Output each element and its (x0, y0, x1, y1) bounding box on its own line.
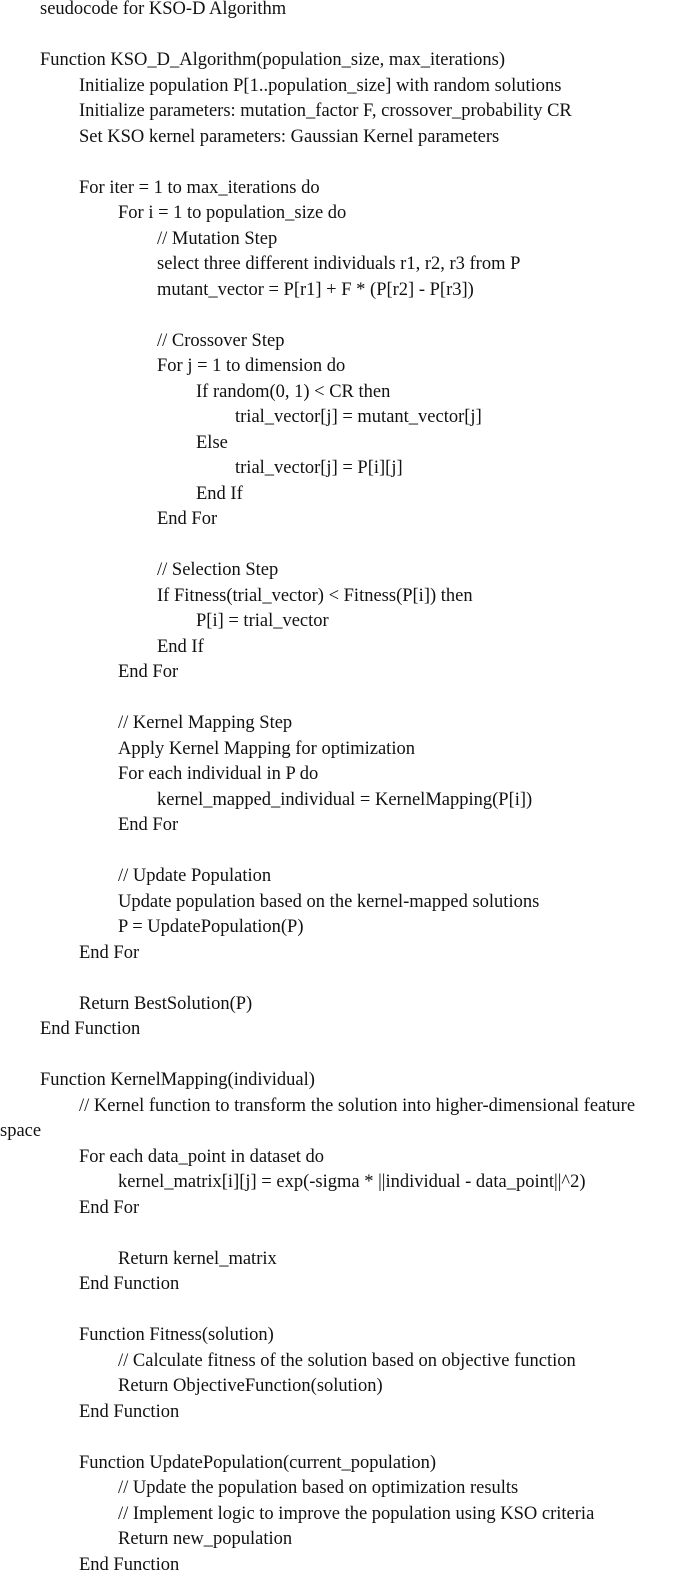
code-line: Else (196, 432, 228, 453)
code-line: End For (79, 1197, 140, 1218)
code-line: Return ObjectiveFunction(solution) (118, 1376, 383, 1396)
code-line: P[i] = trial_vector (196, 611, 329, 631)
code-line: Return BestSolution(P) (79, 993, 253, 1014)
code-line: // Update Population (118, 866, 272, 886)
code-line: Initialize population P[1..population_size] with random solutions (79, 75, 562, 96)
code-line: Function UpdatePopulation(current_population) (79, 1452, 437, 1473)
code-line: space (0, 1121, 42, 1141)
code-line: For each data_point in dataset do (79, 1146, 325, 1167)
code-line: End For (79, 942, 140, 963)
code-line: // Mutation Step (157, 228, 278, 249)
code-line: End If (157, 636, 204, 657)
code-line: // Crossover Step (157, 330, 285, 351)
code-line: End For (118, 662, 179, 682)
code-line: If Fitness(trial_vector) < Fitness(P[i]) then (157, 585, 473, 606)
code-line: End Function (79, 1401, 180, 1422)
code-line: // Selection Step (157, 560, 279, 580)
code-line: Set KSO kernel parameters: Gaussian Kernel parameters (79, 126, 500, 147)
code-line: Function KSO_D_Algorithm(population_size, max_iterations) (40, 50, 506, 70)
code-line: mutant_vector = P[r1] + F * (P[r2] - P[r3]) (157, 279, 474, 300)
code-line: For i = 1 to population_size do (118, 203, 347, 223)
code-line: // Update the population based on optimization results (118, 1478, 519, 1498)
code-line: End For (118, 815, 179, 835)
code-line: For j = 1 to dimension do (157, 356, 346, 376)
code-line: End Function (79, 1274, 180, 1294)
code-line: For iter = 1 to max_iterations do (79, 177, 320, 198)
code-line: Function KernelMapping(individual) (40, 1070, 315, 1090)
code-line: Function Fitness(solution) (79, 1325, 274, 1345)
code-line: For each individual in P do (118, 764, 319, 784)
code-line: If random(0, 1) < CR then (196, 381, 391, 402)
code-line: Return kernel_matrix (118, 1248, 277, 1269)
code-line: Return new_population (118, 1529, 293, 1549)
code-line: select three different individuals r1, r2, r3 from P (157, 254, 521, 274)
code-line: Apply Kernel Mapping for optimization (118, 738, 415, 759)
code-line: // Kernel Mapping Step (118, 713, 293, 733)
code-line: End If (196, 483, 243, 504)
code-line: Update population based on the kernel-mapped solutions (118, 891, 540, 912)
code-line: kernel_mapped_individual = KernelMapping(P[i]) (157, 789, 533, 810)
code-line: // Calculate fitness of the solution based on objective function (118, 1350, 576, 1371)
document-title: seudocode for KSO-D Algorithm (40, 0, 287, 19)
code-line: trial_vector[j] = mutant_vector[j] (235, 407, 482, 427)
code-line: trial_vector[j] = P[i][j] (235, 458, 403, 478)
code-line: End Function (40, 1019, 141, 1039)
code-line: // Kernel function to transform the solution into higher-dimensional feature (79, 1095, 636, 1116)
code-line: // Implement logic to improve the population using KSO criteria (118, 1503, 595, 1524)
code-line: P = UpdatePopulation(P) (118, 917, 304, 937)
code-line: End For (157, 509, 218, 529)
code-line: kernel_matrix[i][j] = exp(-sigma * ||individual - data_point||^2) (118, 1172, 586, 1192)
code-line: End Function (79, 1554, 180, 1575)
code-line: Initialize parameters: mutation_factor F, crossover_probability CR (79, 101, 572, 121)
